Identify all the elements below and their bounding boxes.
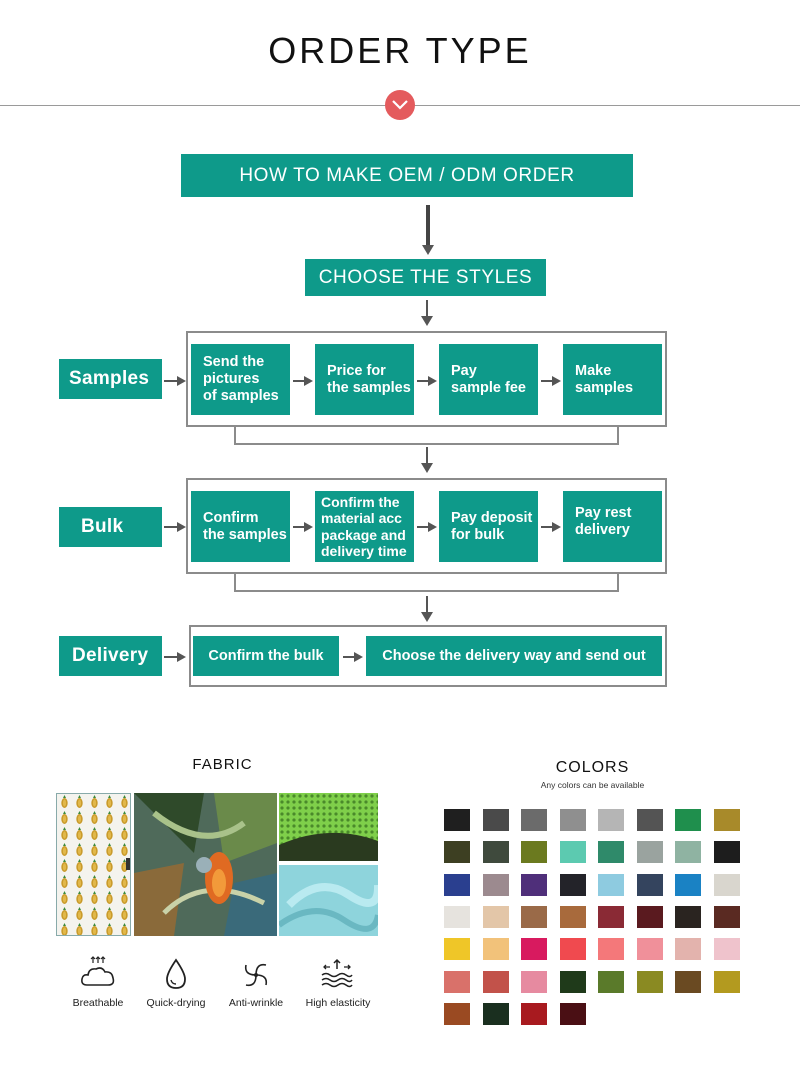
color-swatch	[560, 874, 586, 896]
arrow-head	[428, 376, 437, 386]
feature-label: High elasticity	[305, 997, 371, 1009]
color-swatch	[637, 874, 663, 896]
oem-order-title: HOW TO MAKE OEM / ODM ORDER	[181, 154, 633, 197]
color-swatch	[521, 1003, 547, 1025]
bulk-step-1: Confirm the samples	[191, 491, 290, 562]
arrow-head	[304, 522, 313, 532]
color-swatch	[483, 841, 509, 863]
color-swatch	[521, 938, 547, 960]
arrow-head	[422, 245, 434, 255]
bulk-step-3: Pay deposit for bulk	[439, 491, 538, 562]
color-swatch	[444, 841, 470, 863]
bulk-label: Bulk	[59, 507, 162, 547]
color-swatch	[637, 906, 663, 928]
color-swatch	[483, 938, 509, 960]
fabric-photo-mesh	[279, 793, 378, 861]
color-swatch	[714, 906, 740, 928]
arrow-head	[552, 522, 561, 532]
color-swatch	[714, 809, 740, 831]
color-swatch	[637, 971, 663, 993]
leaf-swirl-icon	[134, 793, 277, 936]
feature-label: Quick-drying	[146, 997, 206, 1009]
fabric-features	[58, 955, 378, 1015]
color-swatch	[521, 841, 547, 863]
arrow-head	[421, 463, 433, 473]
color-swatch	[521, 809, 547, 831]
feature-label: Anti-wrinkle	[228, 997, 284, 1009]
color-swatch	[483, 874, 509, 896]
pineapple-pattern-icon	[57, 794, 131, 936]
color-swatch	[444, 971, 470, 993]
color-swatch	[714, 938, 740, 960]
fabric-photo-leaf-print	[134, 793, 277, 936]
color-swatch	[598, 874, 624, 896]
color-swatch	[637, 809, 663, 831]
bulk-step-2: Confirm the material acc package and delivery time	[315, 491, 414, 562]
arrow-head	[177, 376, 186, 386]
color-swatch	[483, 809, 509, 831]
samples-label: Samples	[59, 359, 162, 399]
color-swatch	[598, 938, 624, 960]
mesh-texture-icon	[279, 793, 378, 861]
arrow-head	[177, 652, 186, 662]
samples-step-3: Pay sample fee	[439, 344, 538, 415]
color-swatch	[598, 841, 624, 863]
samples-step-1: Send the pictures of samples	[191, 344, 290, 415]
color-swatch	[598, 906, 624, 928]
color-swatch	[444, 874, 470, 896]
arrow-head	[428, 522, 437, 532]
arrow-head	[304, 376, 313, 386]
stretch-waves-icon	[316, 955, 356, 995]
feature-label: Breathable	[72, 997, 124, 1009]
color-swatch	[560, 809, 586, 831]
color-swatch	[444, 906, 470, 928]
color-swatch	[675, 841, 701, 863]
color-swatch	[598, 971, 624, 993]
cloud-breathable-icon	[78, 955, 118, 995]
fabric-photo-knit	[279, 865, 378, 936]
colors-title: COLORS	[555, 759, 630, 776]
arrow-head	[421, 316, 433, 326]
color-swatch-grid	[444, 809, 744, 1029]
color-swatch	[560, 971, 586, 993]
delivery-label: Delivery	[59, 636, 162, 676]
arrow-head	[177, 522, 186, 532]
arrow-head	[421, 612, 433, 622]
color-swatch	[483, 971, 509, 993]
arrow-right	[164, 380, 178, 382]
color-swatch	[598, 809, 624, 831]
color-swatch	[675, 906, 701, 928]
delivery-step-2: Choose the delivery way and send out	[366, 636, 662, 676]
color-swatch	[444, 809, 470, 831]
arrow-head	[552, 376, 561, 386]
delivery-step-1: Confirm the bulk	[193, 636, 339, 676]
color-swatch	[714, 874, 740, 896]
knit-texture-icon	[279, 865, 378, 936]
color-swatch	[637, 841, 663, 863]
bulk-bracket	[234, 574, 619, 592]
chevron-down-icon	[391, 99, 409, 111]
color-swatch	[444, 1003, 470, 1025]
color-swatch	[483, 906, 509, 928]
bulk-step-4: Pay rest delivery	[563, 491, 662, 562]
water-drop-icon	[156, 955, 196, 995]
samples-step-4: Make samples	[563, 344, 662, 415]
color-swatch	[637, 938, 663, 960]
color-swatch	[714, 841, 740, 863]
color-swatch	[675, 971, 701, 993]
arrow-right	[164, 656, 178, 658]
color-swatch	[560, 841, 586, 863]
fabric-title: FABRIC	[192, 756, 253, 773]
fabric-photo-towel	[56, 793, 131, 936]
badge	[385, 90, 415, 120]
color-swatch	[521, 971, 547, 993]
color-swatch	[675, 809, 701, 831]
color-swatch	[560, 938, 586, 960]
samples-step-2: Price for the samples	[315, 344, 414, 415]
color-swatch	[521, 874, 547, 896]
color-swatch	[521, 906, 547, 928]
swirl-icon	[236, 955, 276, 995]
color-swatch	[675, 874, 701, 896]
color-swatch	[560, 1003, 586, 1025]
color-swatch	[444, 938, 470, 960]
colors-subtitle: Any colors can be available	[540, 780, 645, 790]
arrow-head	[354, 652, 363, 662]
color-swatch	[560, 906, 586, 928]
color-swatch	[714, 971, 740, 993]
page-title: ORDER TYPE	[268, 30, 532, 71]
color-swatch	[483, 1003, 509, 1025]
arrow-down	[426, 205, 430, 249]
choose-styles-bar: CHOOSE THE STYLES	[305, 259, 546, 296]
arrow-right	[164, 526, 178, 528]
samples-bracket	[234, 427, 619, 445]
color-swatch	[675, 938, 701, 960]
